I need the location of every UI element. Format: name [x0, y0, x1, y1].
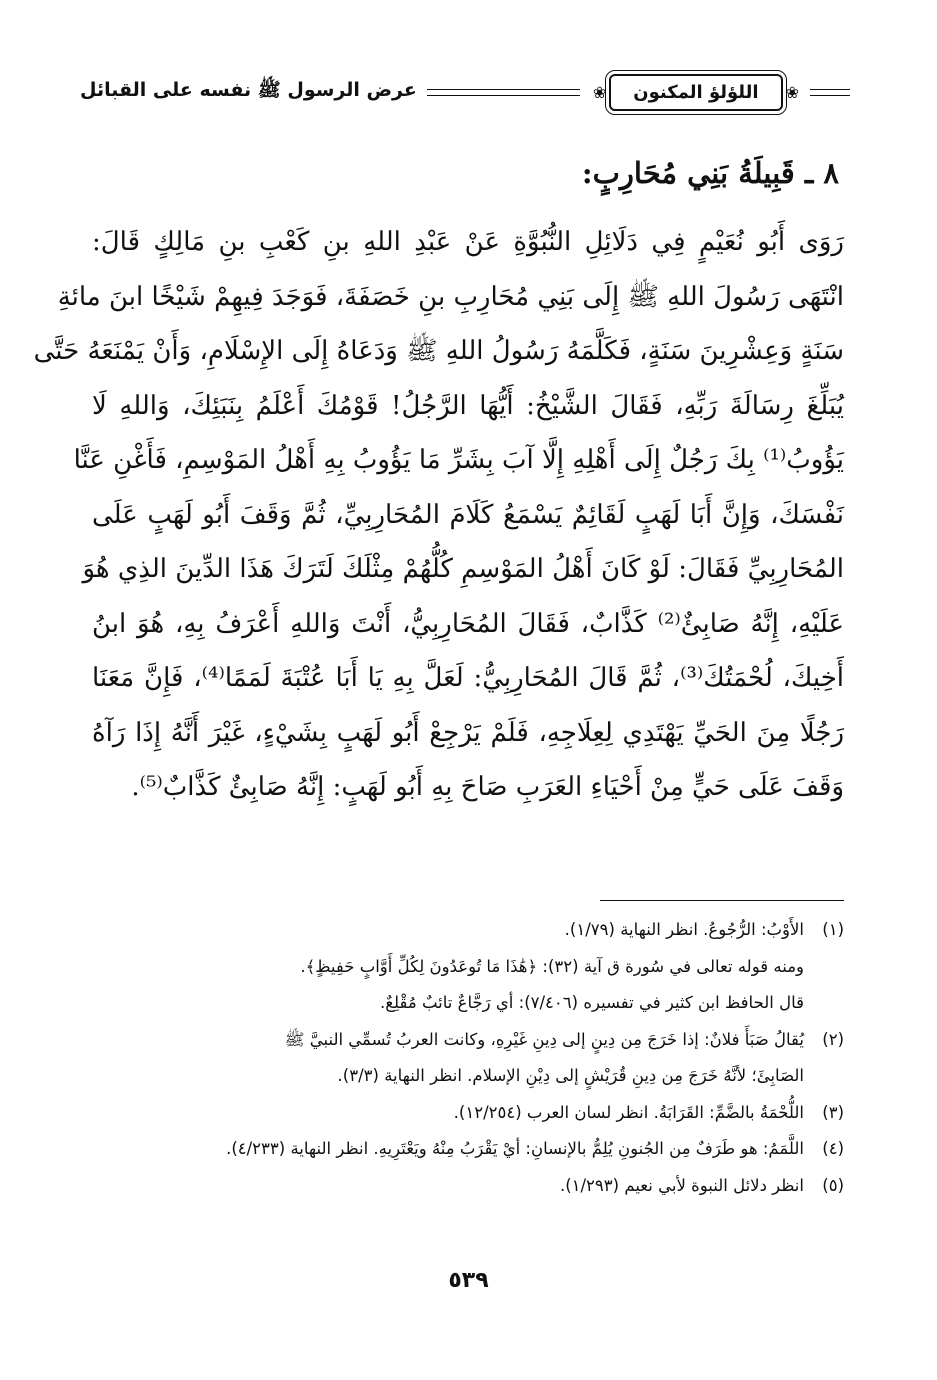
footnote-line: [92, 1168, 844, 1205]
book-title: اللؤلؤ المكنون: [633, 81, 759, 103]
footnote-line: [92, 985, 844, 1022]
footnote-line: [92, 1095, 844, 1132]
body-line: سَنَةٍ وَعِشْرِينَ سَنَةٍ، فَكَلَّمَهُ رَسُولُ اللهِ ﷺ وَدَعَاهُ إِلَى الإِسْلَامِ، وَأَنْ يَمْنَعَهُ حَتَّى: [33, 336, 844, 366]
footnote-separator: [600, 900, 844, 901]
footnote-text: انظر دلائل النبوة لأبي نعيم (١/٢٩٣).: [559, 1175, 804, 1195]
footnote-number: (٥): [822, 1175, 844, 1195]
section-heading: ٨ ـ قَبِيلَةُ بَنِي مُحَارِبٍ:: [581, 156, 839, 190]
body-line: المُحَارِبِيِّ فَقَالَ: لَوْ كَانَ أَهْلُ المَوْسِمِ كُلُّهُمْ مِثْلَكَ لَتَرَكَ هَذَا الدِّينَ الذِي هُوَ: [82, 554, 844, 584]
footnote-number: (١): [822, 920, 844, 939]
header-rule-left: [427, 89, 580, 96]
chapter-title: عرض الرسول ﷺ نفسه على القبائل: [80, 79, 417, 101]
footnote-line: [92, 1058, 844, 1095]
header-rule-right: [810, 89, 850, 96]
body-line: عَلَيْهِ، إِنَّهُ صَابِئٌ⁽²⁾ كَذَّابٌ، فَقَالَ المُحَارِبِيُّ، أَنْتَ وَاللهِ أَعْرَفُ بِهِ، هُوَ ابنُ: [92, 608, 844, 639]
body-line: وَقَفَ عَلَى حَيٍّ مِنْ أَحْيَاءِ العَرَبِ صَاحَ بِهِ أَبُو لَهَبٍ: إِنَّهُ صَابِئٌ كَذَّابٌ⁽⁵⁾.: [131, 772, 844, 802]
body-line: يُبَلِّغَ رِسَالَةَ رَبِّهِ، فَقَالَ الشَّيْخُ: أَيُّهَا الرَّجُلُ! قَوْمُكَ أَعْلَمُ بِنَبَئِكَ، وَاللهِ لَا: [92, 390, 844, 421]
body-line: يَؤُوبُ⁽¹⁾ بِكَ رَجُلٌ إِلَى أَهْلِهِ إِلَّا آبَ بِشَرِّ مَا يَؤُوبُ بِهِ أَهْلُ المَوْسِمِ، فَأَغْنِ عَنَّا: [73, 445, 844, 475]
footnotes: [92, 912, 844, 1204]
footnote-text: يُقالُ صَبَأَ فلانٌ: إذا خَرَجَ مِن دِينٍ إلى دِينِ غَيْرِهِ، وكانت العربُ تُسمِّي النبيَّ ﷺ: [284, 1029, 804, 1049]
footnote-line: [92, 1022, 844, 1059]
body-line: رَوَى أَبُو نُعَيْمٍ فِي دَلَائِلِ النُّبُوَّةِ عَنْ عَبْدِ اللهِ بنِ كَعْبِ بنِ مَالِكٍ قَالَ:: [92, 227, 844, 257]
footnote-text: الصَابِئَ؛ لأنَّهُ خَرَجَ مِن دِينِ قُرَيْشٍ إلى دِيْنِ الإسلام. انظر النهاية (٣/٣).: [337, 1066, 804, 1085]
body-line: انْتَهَى رَسُولَ اللهِ ﷺ إِلَى بَنِي مُحَارِبِ بنِ خَصَفَةَ، فَوَجَدَ فِيهِمْ شَيْخًا ابنَ مائةِ: [57, 281, 844, 312]
footnote-number: (٣): [822, 1102, 844, 1122]
page-number: ٥٣٩: [448, 1268, 489, 1293]
footnote-text: الأَوْبُ: الرُّجُوعُ. انظر النهاية (١/٧٩).: [564, 920, 804, 939]
footnote-text: ومنه قوله تعالى في سُورة ق آية (٣٢): ﴿هَٰذَا مَا تُوعَدُونَ لِكُلِّ أَوَّابٍ حَفِيظٍ﴾.: [300, 956, 804, 976]
footnote-text: قال الحافظ ابن كثير في تفسيره (٧/٤٠٦): أي رَجَّاعٌ تائبٌ مُقْلِعٌ.: [380, 993, 804, 1012]
body-paragraph: [33, 215, 844, 815]
footnote-line: [92, 1131, 844, 1168]
footnote-text: اللَّمَمُ: هو طَرَفٌ مِن الجُنونِ يُلِمُّ بالإنسانِ: أيْ يَقْرَبُ مِنْهُ ويَعْتَرِيهِ. انظر النهاية (٤/٢٣٣).: [226, 1139, 804, 1158]
body-line: رَجُلًا مِنَ الحَيِّ يَهْتَدِي لِعِلَاجِهِ، فَلَمْ يَرْجِعْ أَبُو لَهَبٍ بِشَيْءٍ، غَيْرَ أَنَّهُ إِذَا رَآهُ: [92, 717, 844, 748]
footnote-number: (٤): [822, 1139, 844, 1158]
footnote-text: اللُّحْمَةُ بالضَّمِّ: القَرَابَةُ. انظر لسان العرب (١٢/٢٥٤).: [453, 1102, 804, 1122]
book-title-cartouche: [609, 74, 782, 111]
footnote-line: [92, 949, 844, 986]
body-line: نَفْسَكَ، وَإِنَّ أَبَا لَهَبٍ لَقَائِمٌ يَسْمَعُ كَلَامَ المُحَارِبِيِّ، ثُمَّ وَقَفَ أَبُو لَهَبٍ عَلَى: [92, 499, 844, 530]
body-line: أَخِيكَ، لُحْمَتُكَ⁽³⁾، ثُمَّ قَالَ المُحَارِبِيُّ: لَعَلَّ بِهِ يَا أَبَا عُتْبَةَ لَمَمًا⁽⁴⁾، فَإِنَّ مَعَنَا: [92, 663, 844, 693]
footnote-number: (٢): [822, 1029, 844, 1049]
ornament-icon: ❀: [592, 82, 607, 102]
footnote-line: [92, 912, 844, 949]
ornament-icon: ❀: [785, 82, 799, 102]
running-header: [80, 64, 850, 120]
